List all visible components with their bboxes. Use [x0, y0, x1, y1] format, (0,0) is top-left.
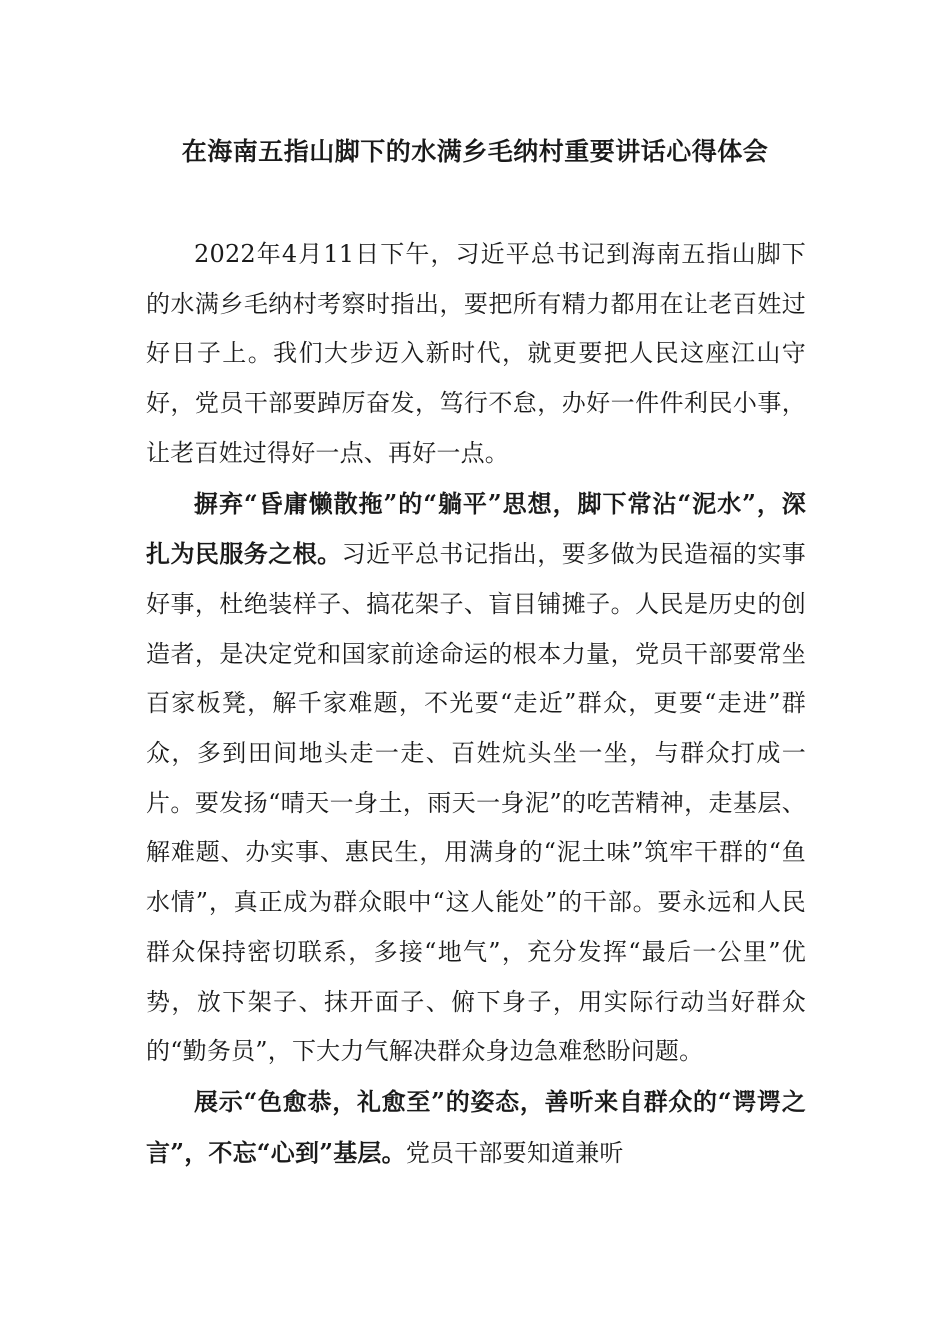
paragraph-section-1 [146, 479, 806, 1077]
document-title: 在海南五指山脚下的水满乡毛纳村重要讲话心得体会 [181, 137, 769, 166]
paragraph-lead: 展示“色愈恭，礼愈至”的姿态，善听来自群众的“谔谔之言”，不忘“心到”基层。 [146, 1086, 806, 1167]
paragraph-text: 2022年4月11日下午，习近平总书记到海南五指山脚下的水满乡毛纳村考察时指出，要把所有精力都用在让老百姓过好日子上。我们大步迈入新时代，就更要把人民这座江山守好，党员干部要踔厉奋发，笃行不怠，办好一件件利民小事，让老百姓过得好一点、再好一点。 [146, 240, 806, 467]
paragraph-lead: 摒弃“昏庸懒散拖”的“躺平”思想，脚下常沾“泥水”，深扎为民服务之根。 [146, 488, 806, 569]
paragraph-text: 党员干部要知道兼听 [405, 1138, 624, 1167]
paragraph-section-2 [146, 1077, 806, 1178]
paragraph-intro [146, 229, 806, 479]
document-body [146, 229, 806, 1178]
paragraph-text: 习近平总书记指出，要多做为民造福的实事好事，杜绝装样子、搞花架子、盲目铺摊子。人民是历史的创造者，是决定党和国家前途命运的根本力量，党员干部要常坐百家板凳，解千家难题，不光要“走近”群众，更要“走进”群众，多到田间地头走一走、百姓炕头坐一坐，与群众打成一片。要发扬“晴天一身土，雨天一身泥”的吃苦精神，走基层、解难题、办实事、惠民生，用满身的“泥土味”筑牢干群的“鱼水情”，真正成为群众眼中“这人能处”的干部。要永远和人民群众保持密切联系，多接“地气”，充分发挥“最后一公里”优势，放下架子、抹开面子、俯下身子，用实际行动当好群众的“勤务员”，下大力气解决群众身边急难愁盼问题。 [146, 540, 806, 1066]
